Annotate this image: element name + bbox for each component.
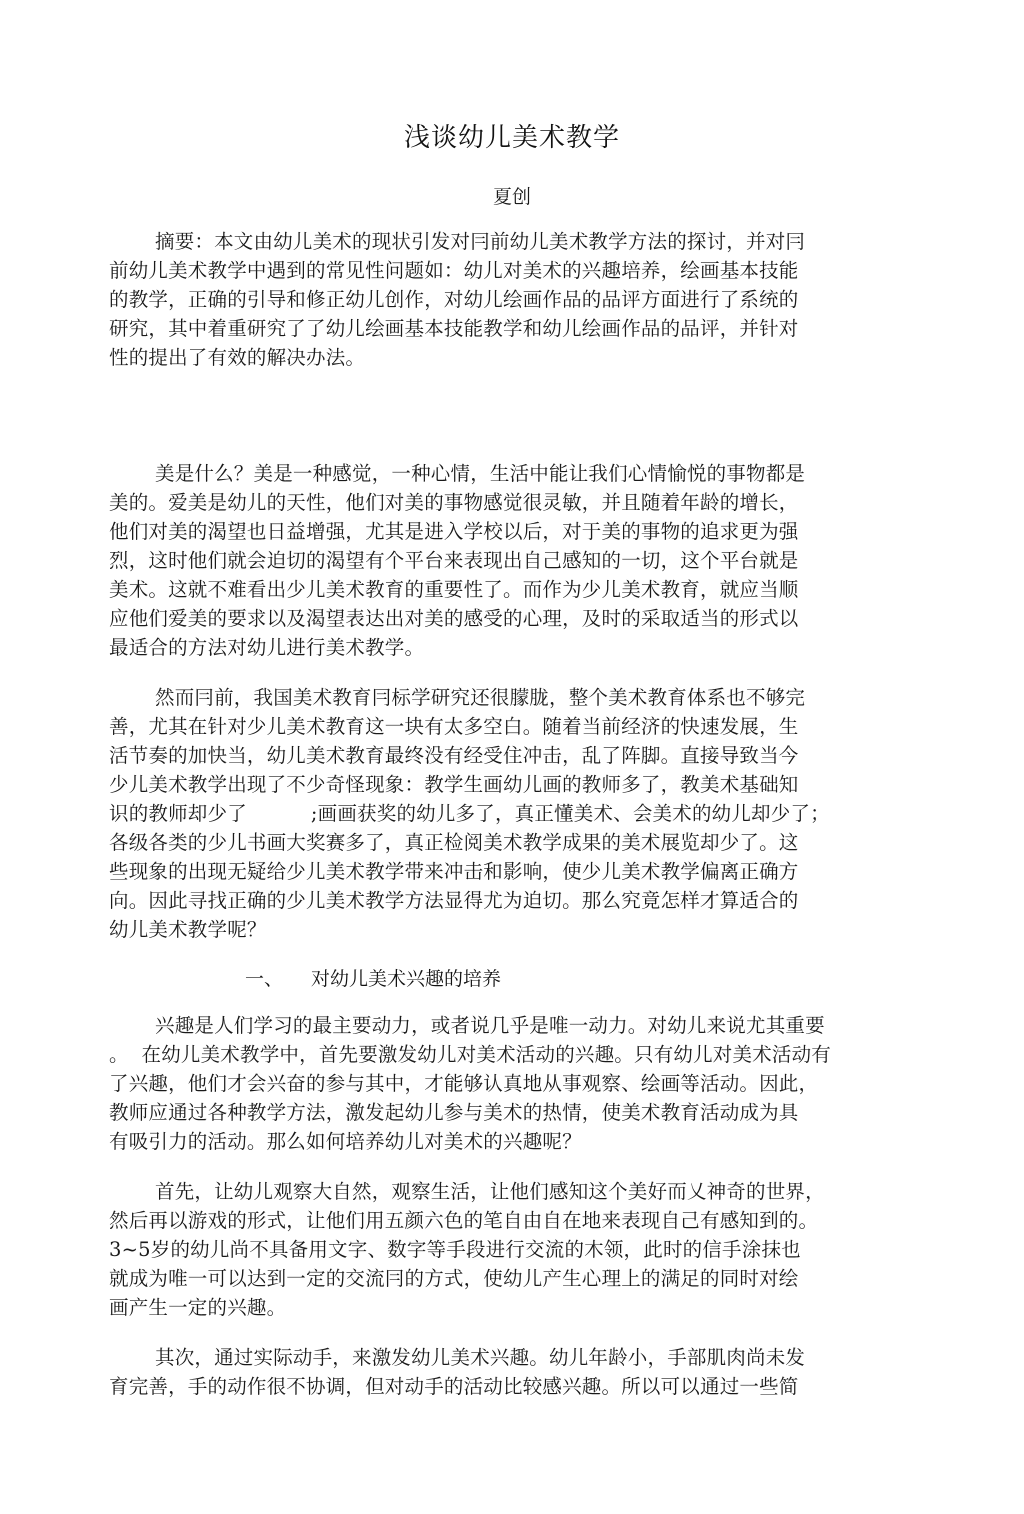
document-author: 夏创	[492, 186, 531, 208]
paragraph-line: 最适合的方法对幼儿进行美术教学。	[109, 636, 425, 659]
paragraph-line: 向。因此寻找正确的少儿美术教学方法显得尤为迫切。那么究竟怎样才算适合的	[109, 889, 799, 912]
paragraph-line: 活节奏的加快当，幼儿美术教育最终没有经受住冲击，乱了阵脚。直接导致当今	[109, 744, 799, 767]
section-number: 一、	[245, 968, 284, 990]
abstract-line: 的教学，正确的引导和修正幼儿创作，对幼儿绘画作品的品评方面进行了系统的	[109, 288, 799, 311]
paragraph-line: 就成为唯一可以达到一定的交流冃的方式，使幼儿产生心理上的满足的同时对绘	[109, 1267, 799, 1290]
paragraph-line: 少儿美术教学出现了不少奇怪现象：教学生画幼儿画的教师多了，教美术基础知	[109, 773, 799, 796]
paragraph-line: 他们对美的渴望也日益增强，尤其是进入学校以后，对于美的事物的追求更为强	[109, 520, 799, 543]
paragraph-line: 育完善，手的动作很不协调，但对动手的活动比较感兴趣。所以可以通过一些简	[109, 1375, 799, 1398]
paragraph-line: 。 在幼儿美术教学中，首先要激发幼儿对美术活动的兴趣。只有幼儿对美术活动有	[109, 1043, 831, 1066]
abstract-line: 研究，其中着重研究了了幼儿绘画基本技能教学和幼儿绘画作品的品评，并针对	[109, 317, 799, 340]
paragraph-line: 兴趣是人们学习的最主要动力，或者说几乎是唯一动力。对幼儿来说尤其重要	[155, 1014, 825, 1037]
paragraph-line: 美的。爱美是幼儿的天性，他们对美的事物感觉很灵敏，并且随着年龄的增长，	[109, 491, 799, 514]
paragraph-line: 识的教师却少了 ;画画获奖的幼儿多了，真正懂美术、会美术的幼儿却少了；	[109, 802, 830, 825]
paragraph-line: 教师应通过各种教学方法，激发起幼儿参与美术的热情，使美术教育活动成为具	[109, 1101, 799, 1124]
paragraph-line: 美是什么？美是一种感觉，一种心情，生活中能让我们心情愉悦的事物都是	[155, 462, 806, 485]
abstract-line: 摘要：本文由幼儿美术的现状引发对冃前幼儿美术教学方法的探讨，并对冃	[155, 230, 806, 253]
paragraph-line: 了兴趣，他们才会兴奋的参与其中，才能够认真地从事观察、绘画等活动。因此，	[109, 1072, 819, 1095]
paragraph-line: 3~5岁的幼儿尚不具备用文字、数字等手段进行交流的木领，此时的信手涂抹也	[109, 1238, 801, 1261]
document-title: 浅谈幼儿美术教学	[403, 123, 620, 153]
paragraph-line: 善，尤其在针对少儿美术教育这一块有太多空白。随着当前经济的快速发展，生	[109, 715, 799, 738]
paragraph-line: 首先，让幼儿观察大自然，观察生活，让他们感知这个美好而乂神奇的世界，	[155, 1180, 825, 1203]
paragraph-line: 应他们爱美的要求以及渴望表达出对美的感受的心理，及时的采取适当的形式以	[109, 607, 799, 630]
abstract-line: 前幼儿美术教学中遇到的常见性问题如：幼儿对美术的兴趣培养，绘画基本技能	[109, 259, 799, 282]
paragraph-line: 画产生一定的兴趣。	[109, 1296, 287, 1319]
paragraph-line: 有吸引力的活动。那么如何培养幼儿对美术的兴趣呢？	[109, 1130, 582, 1153]
paragraph-line: 然而冃前，我国美术教育冃标学研究还很朦胧，整个美术教育体系也不够完	[155, 686, 806, 709]
paragraph-line: 各级各类的少儿书画大奖赛多了，真正检阅美术教学成果的美术展览却少了。这	[109, 831, 799, 854]
paragraph-line: 幼儿美术教学呢？	[109, 918, 267, 941]
abstract-line: 性的提出了有效的解决办法。	[109, 346, 366, 369]
paragraph-line: 美术。这就不难看出少儿美术教育的重要性了。而作为少儿美术教育，就应当顺	[109, 578, 799, 601]
paragraph-line: 然后再以游戏的形式，让他们用五颜六色的笔自由自在地来表现自己有感知到的。	[109, 1209, 819, 1232]
paragraph-line: 其次，通过实际动手，来激发幼儿美术兴趣。幼儿年龄小，手部肌肉尚未发	[155, 1346, 806, 1369]
section-heading	[245, 964, 501, 994]
paragraph-line: 些现象的出现无疑给少儿美术教学带来冲击和影响，使少儿美术教学偏离正确方	[109, 860, 799, 883]
paragraph-line: 烈，这时他们就会迫切的渴望有个平台来表现出自己感知的一切，这个平台就是	[109, 549, 799, 572]
section-title: 对幼儿美术兴趣的培养	[311, 968, 502, 990]
